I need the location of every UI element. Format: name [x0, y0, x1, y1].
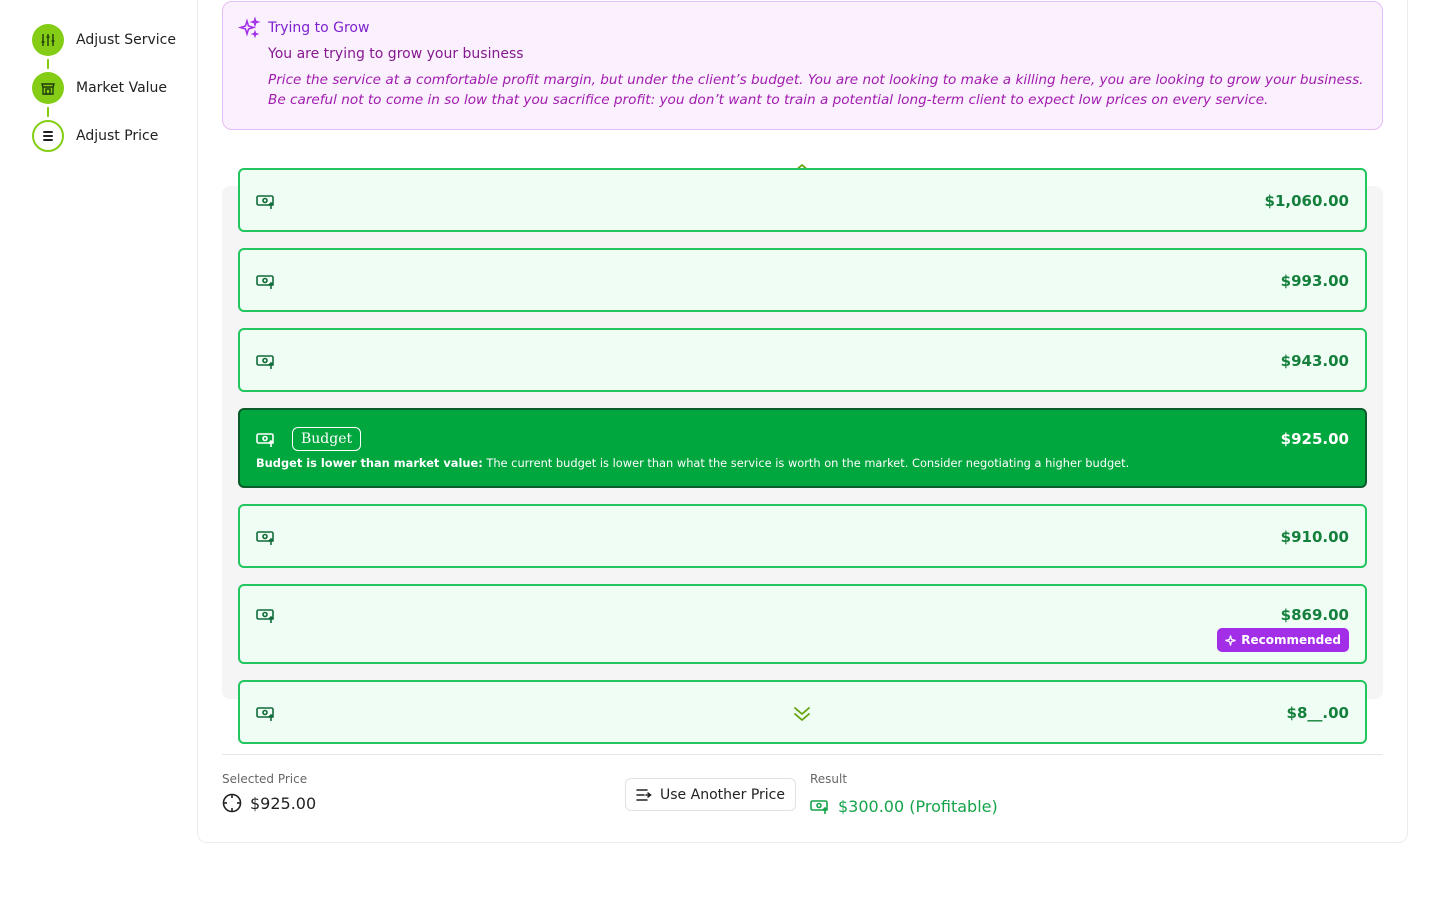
step-adjust-price[interactable]	[32, 120, 192, 152]
list-arrow-icon	[636, 788, 652, 802]
chevrons-down-icon	[792, 705, 812, 723]
money-up-icon	[256, 530, 276, 550]
store-icon	[32, 72, 64, 104]
selected-price	[222, 793, 316, 813]
money-up-icon	[256, 432, 276, 452]
price-value: $8__.00	[1286, 704, 1349, 722]
budget-note-text: The current budget is lower than what the service is worth on the market. Consider negotiating a higher budget.	[482, 456, 1130, 470]
pricing-panel	[197, 0, 1408, 843]
price-value: $993.00	[1280, 272, 1349, 290]
recommended-badge	[1217, 628, 1349, 652]
strategy-callout	[222, 1, 1383, 130]
use-another-price-label: Use Another Price	[660, 786, 785, 803]
strategy-title	[239, 18, 1366, 38]
money-up-icon	[256, 706, 276, 726]
footer-divider	[222, 754, 1383, 755]
price-value: $869.00	[1280, 606, 1349, 624]
price-option[interactable]	[238, 408, 1367, 488]
result-value: $300.00 (Profitable)	[838, 797, 998, 816]
step-adjust-service[interactable]	[32, 24, 192, 56]
selected-price-label: Selected Price	[222, 772, 308, 786]
price-value: $943.00	[1280, 352, 1349, 370]
price-option[interactable]	[238, 504, 1367, 568]
price-list[interactable]	[222, 186, 1383, 722]
step-navigation	[32, 24, 192, 168]
use-another-price-button[interactable]	[625, 778, 796, 811]
budget-note	[256, 456, 1129, 470]
step-label: Market Value	[76, 80, 168, 96]
step-label: Adjust Service	[76, 32, 176, 48]
money-up-icon	[256, 608, 276, 628]
strategy-title-text: Trying to Grow	[268, 20, 370, 36]
sparkle-icon	[1225, 635, 1236, 646]
sparkles-icon	[239, 18, 260, 39]
recommended-label: Recommended	[1241, 633, 1341, 647]
price-value: $1,060.00	[1264, 192, 1349, 210]
price-option[interactable]	[238, 168, 1367, 232]
money-up-icon	[256, 274, 276, 294]
price-value: $910.00	[1280, 528, 1349, 546]
result-label: Result	[810, 772, 848, 786]
crosshair-icon	[222, 793, 242, 813]
sliders-icon	[32, 24, 64, 56]
strategy-subtitle: You are trying to grow your business	[268, 46, 524, 62]
money-up-icon	[256, 194, 276, 214]
scroll-down-button[interactable]	[790, 704, 814, 724]
money-up-icon	[256, 354, 276, 374]
budget-badge: Budget	[292, 427, 361, 451]
budget-note-bold: Budget is lower than market value:	[256, 456, 483, 470]
price-list-inner	[238, 168, 1367, 760]
step-connector	[47, 107, 49, 117]
step-connector	[47, 59, 49, 69]
list-icon	[32, 120, 64, 152]
selected-price-value: $925.00	[250, 793, 317, 813]
price-value: $925.00	[1280, 430, 1349, 448]
step-label: Adjust Price	[76, 128, 159, 144]
money-up-icon	[810, 799, 830, 815]
strategy-description: Price the service at a comfortable profit margin, but under the client’s budget. You are not looking to make a killing here, you are looking to grow your business. Be careful not to come in so low that you sacrifice profit: you don’t want to train a potential long-term client to expect low prices on every service.	[268, 72, 1364, 108]
price-option[interactable]	[238, 584, 1367, 664]
price-option[interactable]	[238, 328, 1367, 392]
result	[810, 797, 998, 816]
step-market-value[interactable]	[32, 72, 192, 104]
price-option[interactable]	[238, 248, 1367, 312]
